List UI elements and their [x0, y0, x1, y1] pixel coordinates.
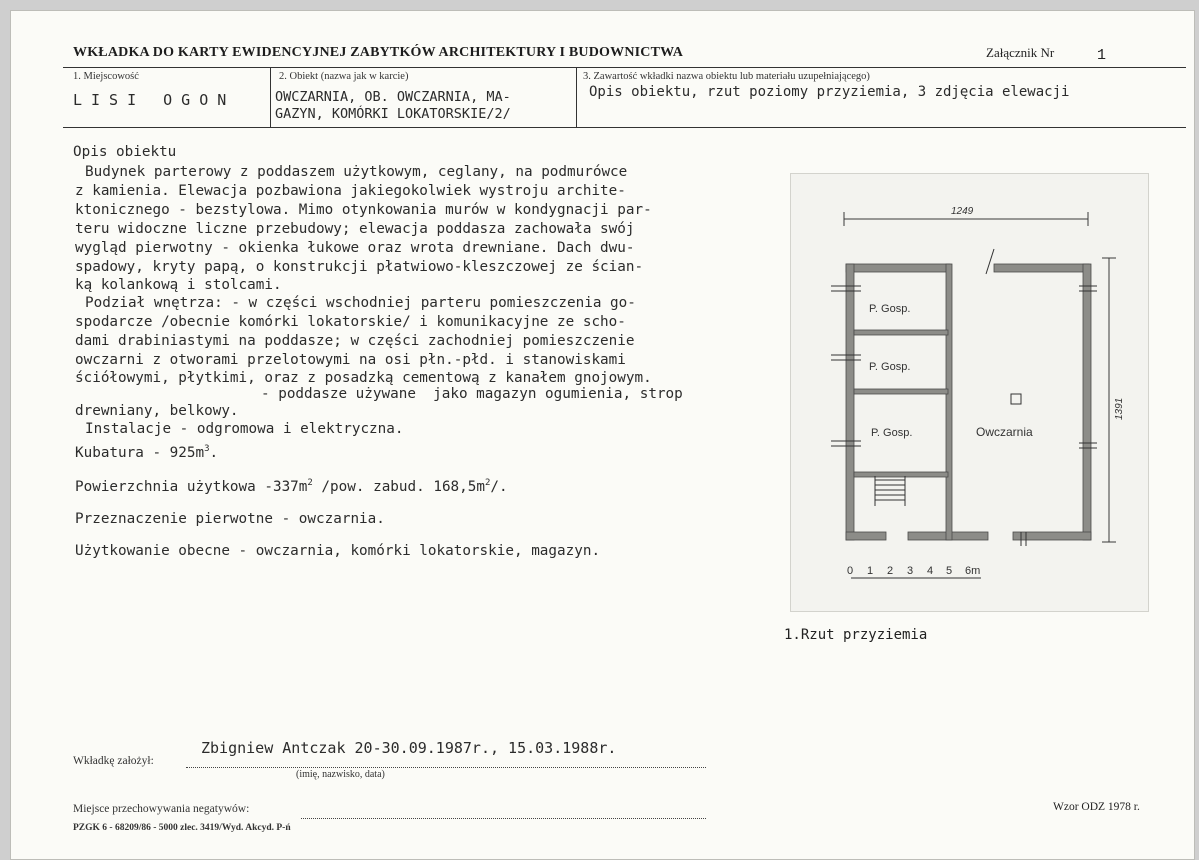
scale-bar — [847, 565, 981, 578]
locality-value: LISI OGON — [73, 91, 236, 109]
scale-label: 3 — [907, 565, 914, 577]
annex-number: 1 — [1097, 47, 1107, 64]
negatives-line — [301, 817, 706, 819]
created-by-sub: (imię, nazwisko, data) — [296, 769, 385, 780]
field-divider-2 — [576, 68, 577, 127]
description-line: teru widoczne liczne przebudowy; elewacja poddasza zachowała swój — [75, 221, 635, 237]
area-tail: /. — [490, 478, 508, 495]
document-title: WKŁADKA DO KARTY EWIDENCYJNEJ ZABYTKÓW ARCHITEKTURY I BUDOWNICTWA — [73, 45, 684, 60]
object-value-line-2: GAZYN, KOMÓRKI LOKATORSKIE/2/ — [275, 106, 511, 122]
room-label: P. Gosp. — [869, 361, 911, 373]
room-label: P. Gosp. — [869, 303, 911, 315]
window-markers — [831, 249, 1097, 546]
description-line: ką kolankową i stolcami. — [75, 277, 282, 293]
description-line: owczarni z otworami przelotowymi na osi płn.-płd. i stanowiskami — [75, 352, 626, 368]
description-line: spadowy, kryty papą, o konstrukcji płatwiowo-kleszczowej ze ścian- — [75, 259, 644, 275]
current-use: Użytkowanie obecne - owczarnia, komórki lokatorskie, magazyn. — [75, 543, 601, 559]
volume-tail: . — [209, 444, 219, 461]
height-dimension-label: 1391 — [1114, 397, 1125, 420]
content-value: Opis obiektu, rzut poziomy przyziemia, 3 zdjęcia elewacji — [589, 84, 1070, 100]
locality-label: 1. Miejscowość — [73, 71, 139, 82]
width-dimension-label: 1249 — [951, 206, 974, 217]
description-line: Podział wnętrza: - w części wschodniej parteru pomieszczenia go- — [85, 295, 636, 311]
description-line: spodarcze /obecnie komórki lokatorskie/ i komunikacyjne ze scho- — [75, 314, 626, 330]
annex-label: Załącznik Nr — [986, 45, 1055, 60]
room-label: P. Gosp. — [871, 427, 913, 439]
floor-plan-caption: 1.Rzut przyziemia — [784, 627, 928, 643]
created-by-value: Zbigniew Antczak 20-30.09.1987r., 15.03.1988r. — [201, 739, 617, 757]
object-label: 2. Obiekt (nazwa jak w karcie) — [279, 71, 409, 82]
print-info: PZGK 6 - 68209/86 - 5000 zlec. 3419/Wyd. Akcyd. P-ń — [73, 823, 291, 833]
description-line: - poddasze używane jako magazyn ogumienia, strop — [261, 386, 683, 402]
scale-label: 5 — [946, 565, 953, 577]
pillar-marker — [1011, 394, 1021, 404]
area-text — [75, 478, 508, 495]
scale-label: 6m — [965, 565, 981, 577]
object-value-line-1: OWCZARNIA, OB. OWCZARNIA, MA- — [275, 89, 511, 105]
form-model: Wzor ODZ 1978 r. — [1053, 801, 1140, 813]
volume-exponent: 3 — [204, 444, 210, 454]
description-line: ściółowymi, płytkimi, oraz z posadzką cementową z kanałem gnojowym. — [75, 370, 652, 386]
volume-label: Kubatura - 925m — [75, 444, 205, 461]
floor-plan-drawing — [791, 174, 1148, 611]
scale-label: 1 — [867, 565, 874, 577]
header-rule-bottom — [63, 127, 1186, 128]
created-by-line — [186, 766, 706, 768]
negatives-label: Miejsce przechowywania negatywów: — [73, 803, 250, 815]
description-line: drewniany, belkowy. — [75, 403, 239, 419]
stairs-marker — [875, 476, 905, 506]
scale-label: 0 — [847, 565, 854, 577]
content-label: 3. Zawartość wkładki nazwa obiektu lub materiału uzupełniającego) — [583, 71, 870, 82]
created-by-label: Wkładkę założył: — [73, 755, 154, 767]
description-line: Budynek parterowy z poddaszem użytkowym, ceglany, na podmurówce — [85, 164, 628, 180]
description-line: wygląd pierwotny - okienka łukowe oraz wrota drewniane. Dach dwu- — [75, 240, 635, 256]
header-rule-top — [63, 67, 1186, 68]
description-line: ktonicznego - bezstylowa. Mimo otynkowania murów w kondygnacji par- — [75, 202, 652, 218]
scale-label: 4 — [927, 565, 934, 577]
area-exponent-1: 2 — [307, 478, 313, 488]
description-line: z kamienia. Elewacja pozbawiona jakiegokolwiek wystroju archite- — [75, 183, 626, 199]
record-card-sheet — [10, 10, 1195, 860]
area-exponent-2: 2 — [484, 478, 491, 488]
area-part-1: Powierzchnia użytkowa -337m — [75, 478, 308, 495]
room-label-main: Owczarnia — [976, 425, 1033, 439]
description-line: Instalacje - odgromowa i elektryczna. — [85, 421, 404, 437]
description-heading: Opis obiektu — [73, 144, 177, 160]
original-use: Przeznaczenie pierwotne - owczarnia. — [75, 511, 385, 527]
volume-text — [75, 444, 218, 461]
field-divider-1 — [270, 68, 271, 127]
description-line: dami drabiniastymi na poddasze; w części zachodniej pomieszczenie — [75, 333, 635, 349]
area-part-2: /pow. zabud. 168,5m — [312, 478, 485, 495]
floor-plan-photo — [790, 173, 1149, 612]
scale-label: 2 — [887, 565, 894, 577]
